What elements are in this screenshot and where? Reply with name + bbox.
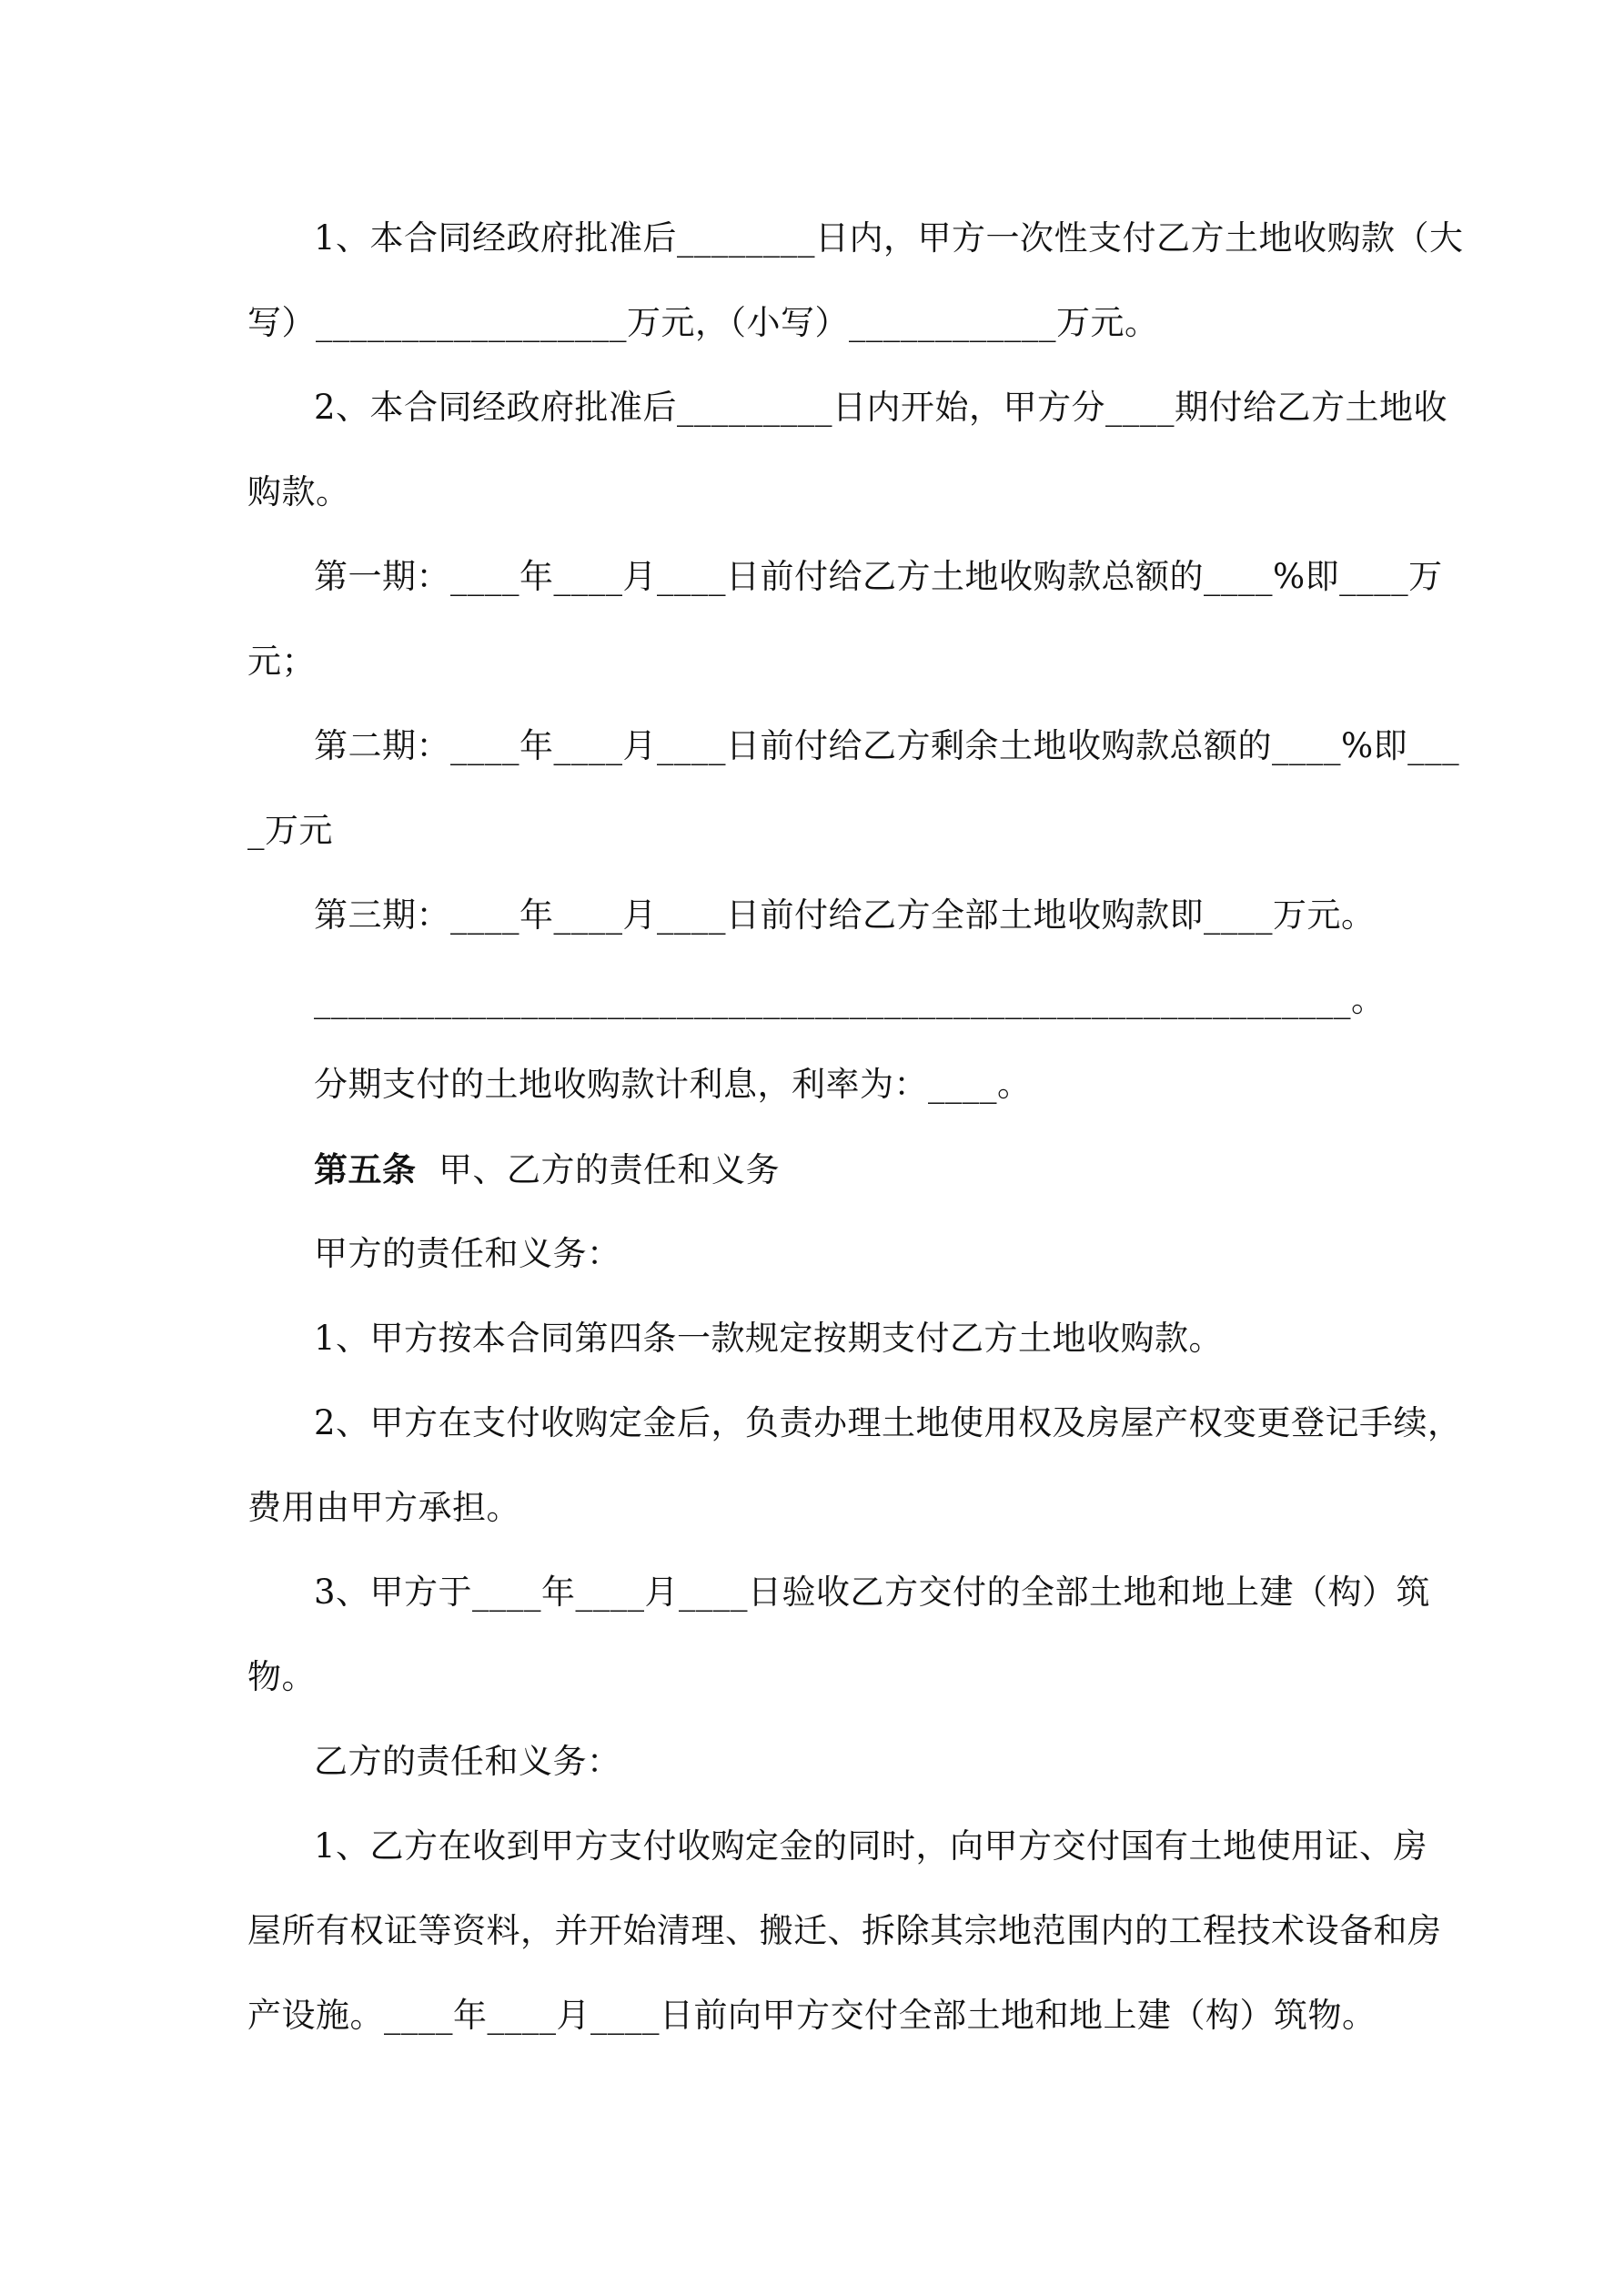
party-a-duty-3-line2: 物。 xyxy=(247,1657,316,1696)
party-a-duty-2-line1: 2、甲方在支付收购定金后，负责办理土地使用权及房屋产权变更登记手续， xyxy=(314,1403,1462,1442)
party-a-duty-2-line2: 费用由甲方承担。 xyxy=(247,1488,520,1527)
paragraph-payment-lump-sum-line2: 写）__________________万元，（小写）____________万元。 xyxy=(247,303,1159,342)
paragraph-blank-line: ____________________________________________________________。 xyxy=(314,980,1386,1019)
party-b-duty-1-line2: 屋所有权证等资料，并开始清理、搬迁、拆除其宗地范围内的工程技术设备和房 xyxy=(247,1911,1442,1950)
paragraph-payment-installments-line1: 2、本合同经政府批准后_________日内开始，甲方分____期付给乙方土地收 xyxy=(314,388,1448,427)
paragraph-installment-3: 第三期：____年____月____日前付给乙方全部土地收购款即____万元。 xyxy=(314,895,1376,935)
paragraph-installment-1-line1: 第一期：____年____月____日前付给乙方土地收购款总额的____%即____万 xyxy=(314,557,1443,596)
party-b-duties-heading: 乙方的责任和义务： xyxy=(314,1742,621,1781)
paragraph-payment-lump-sum-line1: 1、本合同经政府批准后________日内，甲方一次性支付乙方土地收购款（大 xyxy=(314,218,1464,258)
party-b-duty-1-line1: 1、乙方在收到甲方支付收购定金的同时，向甲方交付国有土地使用证、房 xyxy=(314,1826,1428,1866)
party-a-duty-3-line1: 3、甲方于____年____月____日验收乙方交付的全部土地和地上建（构）筑 xyxy=(314,1573,1431,1612)
paragraph-payment-installments-line2: 购款。 xyxy=(247,472,350,511)
party-a-duty-1: 1、甲方按本合同第四条一款规定按期支付乙方土地收购款。 xyxy=(314,1319,1224,1358)
paragraph-installment-2-line2: _万元 xyxy=(247,811,333,850)
paragraph-installment-1-line2: 元； xyxy=(247,642,316,681)
paragraph-installment-2-line1: 第二期：____年____月____日前付给乙方剩余土地收购款总额的____%即___ xyxy=(314,726,1460,765)
section-5-heading xyxy=(314,1142,1460,1197)
party-b-duty-1-line3: 产设施。____年____月____日前向甲方交付全部土地和地上建（构）筑物。 xyxy=(247,1996,1377,2035)
party-a-duties-heading: 甲方的责任和义务： xyxy=(314,1234,621,1273)
section-5-label: 第五条 xyxy=(314,1149,417,1189)
paragraph-interest-rate: 分期支付的土地收购款计利息，利率为：____。 xyxy=(314,1065,1032,1104)
section-5-title: 甲、乙方的责任和义务 xyxy=(439,1150,781,1189)
